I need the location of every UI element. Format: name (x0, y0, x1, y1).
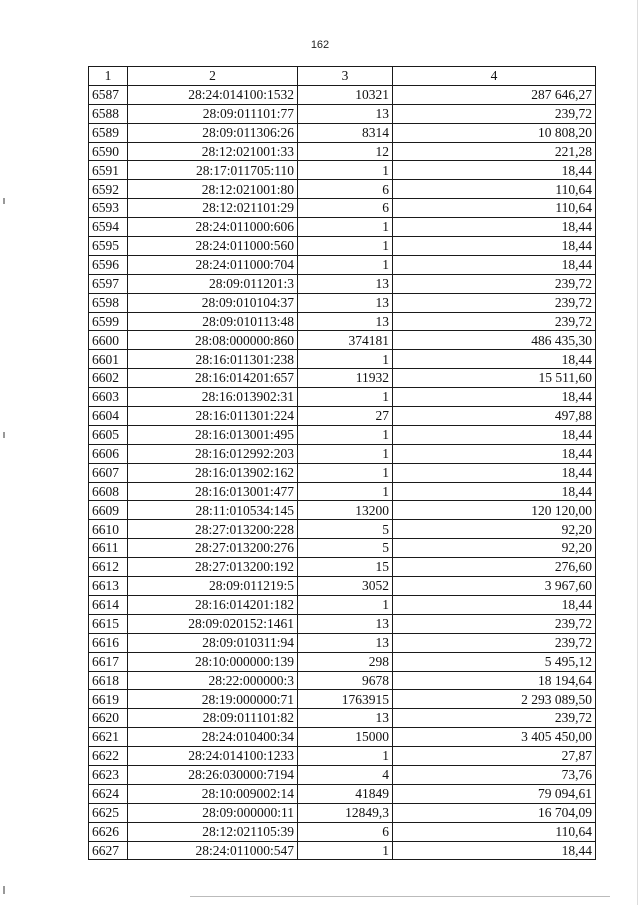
cadastral-number-cell: 28:08:000000:860 (128, 331, 298, 350)
quantity-cell: 1 (298, 161, 393, 180)
cadastral-number-cell: 28:22:000000:3 (128, 671, 298, 690)
scan-margin-mark (3, 886, 5, 894)
quantity-cell: 13 (298, 312, 393, 331)
table-row (89, 463, 596, 482)
quantity-cell: 12849,3 (298, 803, 393, 822)
amount-cell: 276,60 (393, 558, 596, 577)
cadastral-number-cell: 28:16:013902:162 (128, 463, 298, 482)
column-header-1: 1 (89, 67, 128, 86)
quantity-cell: 1 (298, 425, 393, 444)
cadastral-number-cell: 28:12:021001:33 (128, 142, 298, 161)
row-number-cell: 6613 (89, 577, 128, 596)
cadastral-number-cell: 28:16:013001:495 (128, 425, 298, 444)
quantity-cell: 13200 (298, 501, 393, 520)
row-number-cell: 6598 (89, 293, 128, 312)
row-number-cell: 6618 (89, 671, 128, 690)
cadastral-number-cell: 28:24:011000:606 (128, 218, 298, 237)
table-row (89, 123, 596, 142)
cadastral-number-cell: 28:09:000000:11 (128, 803, 298, 822)
cadastral-number-cell: 28:16:014201:657 (128, 369, 298, 388)
table-body (89, 85, 596, 860)
table-row (89, 558, 596, 577)
table-row (89, 312, 596, 331)
quantity-cell: 9678 (298, 671, 393, 690)
row-number-cell: 6592 (89, 180, 128, 199)
quantity-cell: 13 (298, 274, 393, 293)
table-row (89, 104, 596, 123)
amount-cell: 18,44 (393, 444, 596, 463)
quantity-cell: 6 (298, 180, 393, 199)
row-number-cell: 6611 (89, 539, 128, 558)
table-row (89, 520, 596, 539)
amount-cell: 18 194,64 (393, 671, 596, 690)
cadastral-number-cell: 28:24:011000:547 (128, 841, 298, 860)
cadastral-number-cell: 28:27:013200:276 (128, 539, 298, 558)
row-number-cell: 6590 (89, 142, 128, 161)
table-row (89, 407, 596, 426)
table-row (89, 822, 596, 841)
quantity-cell: 8314 (298, 123, 393, 142)
row-number-cell: 6627 (89, 841, 128, 860)
quantity-cell: 1 (298, 237, 393, 256)
table-row (89, 595, 596, 614)
row-number-cell: 6602 (89, 369, 128, 388)
amount-cell: 18,44 (393, 350, 596, 369)
quantity-cell: 1 (298, 595, 393, 614)
quantity-cell: 11932 (298, 369, 393, 388)
quantity-cell: 1 (298, 841, 393, 860)
amount-cell: 239,72 (393, 312, 596, 331)
amount-cell: 3 967,60 (393, 577, 596, 596)
table-row (89, 161, 596, 180)
cadastral-number-cell: 28:09:010113:48 (128, 312, 298, 331)
table-row (89, 709, 596, 728)
row-number-cell: 6612 (89, 558, 128, 577)
quantity-cell: 374181 (298, 331, 393, 350)
table-row (89, 218, 596, 237)
cadastral-number-cell: 28:09:011101:77 (128, 104, 298, 123)
row-number-cell: 6588 (89, 104, 128, 123)
row-number-cell: 6619 (89, 690, 128, 709)
column-header-2: 2 (128, 67, 298, 86)
amount-cell: 239,72 (393, 633, 596, 652)
table-row (89, 728, 596, 747)
quantity-cell: 1 (298, 218, 393, 237)
amount-cell: 92,20 (393, 520, 596, 539)
amount-cell: 79 094,61 (393, 784, 596, 803)
cadastral-number-cell: 28:10:000000:139 (128, 652, 298, 671)
cadastral-number-cell: 28:27:013200:192 (128, 558, 298, 577)
table-row (89, 142, 596, 161)
cadastral-number-cell: 28:24:014100:1532 (128, 85, 298, 104)
amount-cell: 10 808,20 (393, 123, 596, 142)
cadastral-number-cell: 28:09:011201:3 (128, 274, 298, 293)
quantity-cell: 15 (298, 558, 393, 577)
row-number-cell: 6614 (89, 595, 128, 614)
table-row (89, 331, 596, 350)
quantity-cell: 1 (298, 463, 393, 482)
amount-cell: 239,72 (393, 614, 596, 633)
scan-margin-mark (3, 432, 5, 438)
row-number-cell: 6604 (89, 407, 128, 426)
amount-cell: 92,20 (393, 539, 596, 558)
cadastral-number-cell: 28:09:020152:1461 (128, 614, 298, 633)
amount-cell: 239,72 (393, 293, 596, 312)
table-row (89, 652, 596, 671)
row-number-cell: 6622 (89, 747, 128, 766)
row-number-cell: 6601 (89, 350, 128, 369)
bottom-scan-line (190, 896, 610, 897)
cadastral-number-cell: 28:09:011101:82 (128, 709, 298, 728)
quantity-cell: 1 (298, 747, 393, 766)
row-number-cell: 6616 (89, 633, 128, 652)
amount-cell: 239,72 (393, 274, 596, 293)
cadastral-number-cell: 28:17:011705:110 (128, 161, 298, 180)
row-number-cell: 6626 (89, 822, 128, 841)
row-number-cell: 6624 (89, 784, 128, 803)
row-number-cell: 6625 (89, 803, 128, 822)
amount-cell: 18,44 (393, 595, 596, 614)
amount-cell: 16 704,09 (393, 803, 596, 822)
cadastral-number-cell: 28:11:010534:145 (128, 501, 298, 520)
amount-cell: 110,64 (393, 199, 596, 218)
table-row (89, 369, 596, 388)
cadastral-number-cell: 28:16:013902:31 (128, 388, 298, 407)
amount-cell: 18,44 (393, 161, 596, 180)
quantity-cell: 298 (298, 652, 393, 671)
table-row (89, 482, 596, 501)
quantity-cell: 6 (298, 822, 393, 841)
amount-cell: 18,44 (393, 237, 596, 256)
row-number-cell: 6603 (89, 388, 128, 407)
registry-table (88, 66, 596, 860)
row-number-cell: 6605 (89, 425, 128, 444)
amount-cell: 18,44 (393, 482, 596, 501)
table-row (89, 85, 596, 104)
cadastral-number-cell: 28:09:011306:26 (128, 123, 298, 142)
quantity-cell: 13 (298, 293, 393, 312)
quantity-cell: 5 (298, 520, 393, 539)
amount-cell: 73,76 (393, 765, 596, 784)
row-number-cell: 6615 (89, 614, 128, 633)
cadastral-number-cell: 28:19:000000:71 (128, 690, 298, 709)
table-row (89, 841, 596, 860)
quantity-cell: 5 (298, 539, 393, 558)
row-number-cell: 6594 (89, 218, 128, 237)
cadastral-number-cell: 28:09:010311:94 (128, 633, 298, 652)
page-edge-line (637, 0, 638, 905)
table-row (89, 539, 596, 558)
cadastral-number-cell: 28:16:012992:203 (128, 444, 298, 463)
quantity-cell: 1 (298, 482, 393, 501)
quantity-cell: 10321 (298, 85, 393, 104)
table-row (89, 765, 596, 784)
table-header-row (89, 67, 596, 86)
amount-cell: 18,44 (393, 388, 596, 407)
amount-cell: 5 495,12 (393, 652, 596, 671)
quantity-cell: 12 (298, 142, 393, 161)
row-number-cell: 6591 (89, 161, 128, 180)
amount-cell: 18,44 (393, 841, 596, 860)
row-number-cell: 6587 (89, 85, 128, 104)
table-row (89, 784, 596, 803)
quantity-cell: 1763915 (298, 690, 393, 709)
scan-margin-mark (3, 198, 5, 204)
quantity-cell: 3052 (298, 577, 393, 596)
table-row (89, 577, 596, 596)
cadastral-number-cell: 28:16:011301:238 (128, 350, 298, 369)
cadastral-number-cell: 28:24:011000:704 (128, 255, 298, 274)
row-number-cell: 6623 (89, 765, 128, 784)
table-row (89, 690, 596, 709)
table-row (89, 199, 596, 218)
table-row (89, 255, 596, 274)
table-row (89, 747, 596, 766)
row-number-cell: 6600 (89, 331, 128, 350)
quantity-cell: 27 (298, 407, 393, 426)
cadastral-number-cell: 28:09:011219:5 (128, 577, 298, 596)
quantity-cell: 13 (298, 633, 393, 652)
row-number-cell: 6610 (89, 520, 128, 539)
table-row (89, 293, 596, 312)
amount-cell: 15 511,60 (393, 369, 596, 388)
quantity-cell: 1 (298, 255, 393, 274)
cadastral-number-cell: 28:26:030000:7194 (128, 765, 298, 784)
row-number-cell: 6593 (89, 199, 128, 218)
amount-cell: 486 435,30 (393, 331, 596, 350)
cadastral-number-cell: 28:16:014201:182 (128, 595, 298, 614)
cadastral-number-cell: 28:24:014100:1233 (128, 747, 298, 766)
cadastral-number-cell: 28:24:010400:34 (128, 728, 298, 747)
amount-cell: 221,28 (393, 142, 596, 161)
table-row (89, 633, 596, 652)
row-number-cell: 6621 (89, 728, 128, 747)
table-row (89, 274, 596, 293)
quantity-cell: 1 (298, 388, 393, 407)
table-row (89, 501, 596, 520)
quantity-cell: 15000 (298, 728, 393, 747)
table-row (89, 180, 596, 199)
table-row (89, 671, 596, 690)
row-number-cell: 6607 (89, 463, 128, 482)
table-row (89, 803, 596, 822)
cadastral-number-cell: 28:12:021105:39 (128, 822, 298, 841)
table-row (89, 425, 596, 444)
quantity-cell: 13 (298, 709, 393, 728)
cadastral-number-cell: 28:16:011301:224 (128, 407, 298, 426)
table-row (89, 237, 596, 256)
page-number: 162 (310, 39, 330, 51)
cadastral-number-cell: 28:10:009002:14 (128, 784, 298, 803)
amount-cell: 27,87 (393, 747, 596, 766)
amount-cell: 2 293 089,50 (393, 690, 596, 709)
column-header-3: 3 (298, 67, 393, 86)
row-number-cell: 6617 (89, 652, 128, 671)
row-number-cell: 6620 (89, 709, 128, 728)
amount-cell: 110,64 (393, 822, 596, 841)
amount-cell: 18,44 (393, 218, 596, 237)
table-row (89, 614, 596, 633)
row-number-cell: 6599 (89, 312, 128, 331)
amount-cell: 18,44 (393, 255, 596, 274)
quantity-cell: 41849 (298, 784, 393, 803)
row-number-cell: 6608 (89, 482, 128, 501)
table-row (89, 388, 596, 407)
quantity-cell: 4 (298, 765, 393, 784)
quantity-cell: 6 (298, 199, 393, 218)
quantity-cell: 1 (298, 350, 393, 369)
cadastral-number-cell: 28:24:011000:560 (128, 237, 298, 256)
amount-cell: 3 405 450,00 (393, 728, 596, 747)
amount-cell: 18,44 (393, 425, 596, 444)
cadastral-number-cell: 28:09:010104:37 (128, 293, 298, 312)
row-number-cell: 6589 (89, 123, 128, 142)
amount-cell: 239,72 (393, 709, 596, 728)
quantity-cell: 1 (298, 444, 393, 463)
quantity-cell: 13 (298, 614, 393, 633)
amount-cell: 239,72 (393, 104, 596, 123)
column-header-4: 4 (393, 67, 596, 86)
cadastral-number-cell: 28:12:021001:80 (128, 180, 298, 199)
row-number-cell: 6595 (89, 237, 128, 256)
amount-cell: 497,88 (393, 407, 596, 426)
table-row (89, 444, 596, 463)
row-number-cell: 6606 (89, 444, 128, 463)
table-row (89, 350, 596, 369)
row-number-cell: 6596 (89, 255, 128, 274)
cadastral-number-cell: 28:12:021101:29 (128, 199, 298, 218)
row-number-cell: 6597 (89, 274, 128, 293)
quantity-cell: 13 (298, 104, 393, 123)
amount-cell: 110,64 (393, 180, 596, 199)
cadastral-number-cell: 28:16:013001:477 (128, 482, 298, 501)
amount-cell: 287 646,27 (393, 85, 596, 104)
row-number-cell: 6609 (89, 501, 128, 520)
amount-cell: 120 120,00 (393, 501, 596, 520)
amount-cell: 18,44 (393, 463, 596, 482)
cadastral-number-cell: 28:27:013200:228 (128, 520, 298, 539)
